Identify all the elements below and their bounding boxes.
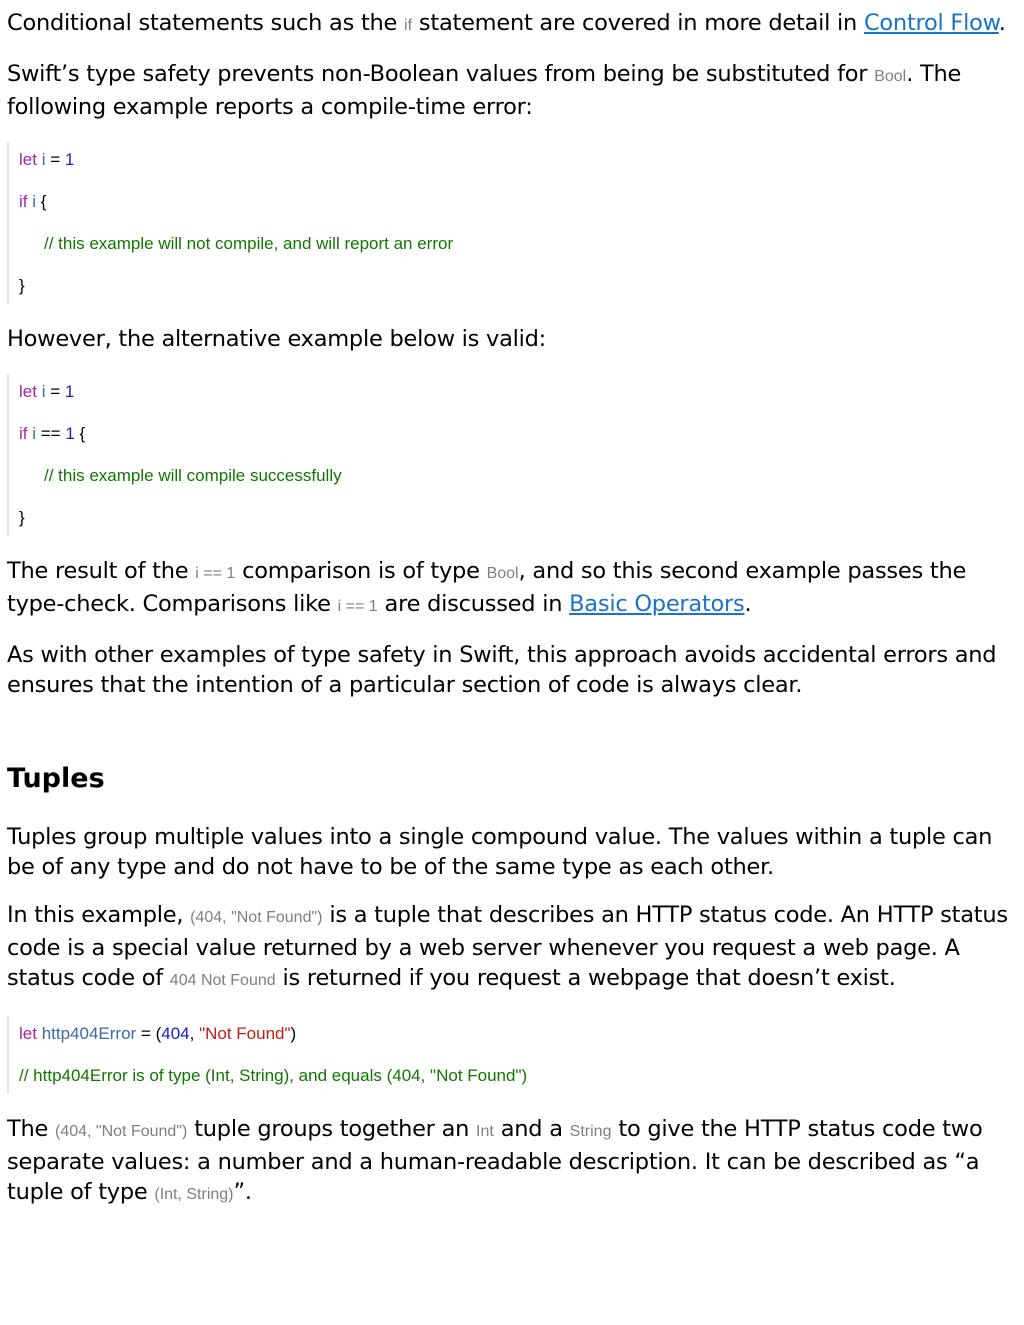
inline-code-string: String — [569, 1123, 612, 1140]
code-keyword: let — [19, 1024, 37, 1043]
code-line — [19, 382, 1017, 402]
text: Tuples group multiple values into a single compound value. The values within a tuple can be of any type and do not have to be of the same type as each other. — [7, 824, 993, 880]
inline-code-comparison: i == 1 — [195, 565, 236, 582]
text: However, the alternative example below is valid: — [7, 326, 546, 352]
code-number: 1 — [64, 382, 75, 401]
inline-code-if: if — [404, 17, 413, 34]
text: . — [744, 591, 752, 617]
text: As with other examples of type safety in Swift, this approach avoids accidental errors and ensures that the intention of a particular section of code is always clear. — [7, 642, 997, 698]
document-body — [7, 8, 1017, 1228]
code-number: 404 — [161, 1024, 190, 1043]
code-paren: ) — [290, 1024, 297, 1043]
paragraph-conditional — [7, 8, 1017, 41]
section-heading-tuples: Tuples — [7, 763, 105, 794]
text: are discussed in — [377, 591, 570, 617]
paragraph-comparison-result — [7, 556, 1017, 622]
code-identifier: http404Error — [41, 1024, 137, 1043]
code-operator: = — [45, 150, 65, 169]
code-line — [19, 234, 1017, 254]
text: . — [998, 10, 1006, 36]
paragraph-tuple-example — [7, 900, 1017, 996]
code-block-http-error — [7, 1016, 1017, 1094]
code-line — [19, 150, 1017, 170]
code-comment: // http404Error is of type (Int, String), and equals (404, "Not Found") — [19, 1066, 528, 1085]
inline-code-bool: Bool — [486, 565, 519, 582]
paragraph-tuples-intro — [7, 822, 1017, 882]
inline-code-tuple: (404, "Not Found") — [55, 1123, 188, 1140]
code-brace: { — [36, 192, 47, 211]
code-line — [19, 192, 1017, 212]
text: , and so this second example passes the type-check. Comparisons like — [7, 558, 967, 617]
code-line — [19, 424, 1017, 444]
code-brace: { — [74, 424, 86, 443]
code-separator: , — [189, 1024, 200, 1043]
text: is returned if you request a webpage that doesn’t exist. — [275, 965, 896, 991]
code-keyword: if — [19, 192, 28, 211]
code-keyword: let — [19, 150, 37, 169]
code-comment: // this example will compile successfully — [44, 466, 342, 485]
paragraph-alternative — [7, 324, 1017, 354]
text: In this example, — [7, 902, 191, 928]
text: Conditional statements such as the — [7, 10, 405, 36]
code-keyword: let — [19, 382, 37, 401]
inline-code-tuple-type: (Int, String) — [154, 1186, 234, 1203]
code-block-error-example — [7, 142, 1017, 304]
inline-code-tuple: (404, "Not Found") — [190, 909, 323, 926]
code-string: "Not Found" — [199, 1024, 291, 1043]
code-identifier: i — [41, 382, 46, 401]
inline-code-bool: Bool — [874, 68, 907, 85]
paragraph-type-safety-summary — [7, 640, 1017, 700]
link-control-flow[interactable]: Control Flow — [863, 10, 999, 36]
inline-code-status: 404 Not Found — [169, 972, 276, 989]
code-identifier: i — [32, 192, 37, 211]
code-number: 1 — [64, 150, 75, 169]
code-line — [19, 276, 1017, 296]
code-keyword: if — [19, 424, 28, 443]
code-operator: = — [45, 382, 65, 401]
text: ”. — [233, 1179, 252, 1205]
code-line — [19, 1066, 1017, 1086]
inline-code-int: Int — [476, 1123, 494, 1140]
code-number: 1 — [65, 424, 75, 443]
code-brace: } — [19, 508, 25, 527]
text: Swift’s type safety prevents non-Boolean values from being be substituted for — [7, 61, 875, 87]
code-line — [19, 1024, 1017, 1044]
text: comparison is of type — [235, 558, 487, 584]
code-operator: = ( — [136, 1024, 162, 1043]
inline-code-comparison: i == 1 — [337, 598, 378, 615]
text: statement are covered in more detail in — [412, 10, 864, 36]
text: . The following example reports a compile-time error: — [7, 61, 962, 120]
code-comment: // this example will not compile, and will report an error — [44, 234, 454, 253]
paragraph-tuple-description — [7, 1114, 1017, 1210]
paragraph-type-safety — [7, 59, 1017, 122]
code-block-valid-example — [7, 374, 1017, 536]
code-identifier: i — [41, 150, 46, 169]
code-brace: } — [19, 276, 25, 295]
text: The — [7, 1116, 55, 1142]
code-line — [19, 466, 1017, 486]
code-identifier: i — [32, 424, 37, 443]
text: The result of the — [7, 558, 196, 584]
code-operator: == — [36, 424, 66, 443]
link-basic-operators[interactable]: Basic Operators — [569, 591, 745, 617]
text: and a — [493, 1116, 570, 1142]
text: to give the HTTP status code two separate values: a number and a human-readable description. It can be described as “a tuple of type — [7, 1116, 983, 1205]
code-line — [19, 508, 1017, 528]
text: tuple groups together an — [187, 1116, 477, 1142]
text: is a tuple that describes an HTTP status code. An HTTP status code is a special value returned by a web server whenever you request a web page. A status code of — [7, 902, 1008, 991]
